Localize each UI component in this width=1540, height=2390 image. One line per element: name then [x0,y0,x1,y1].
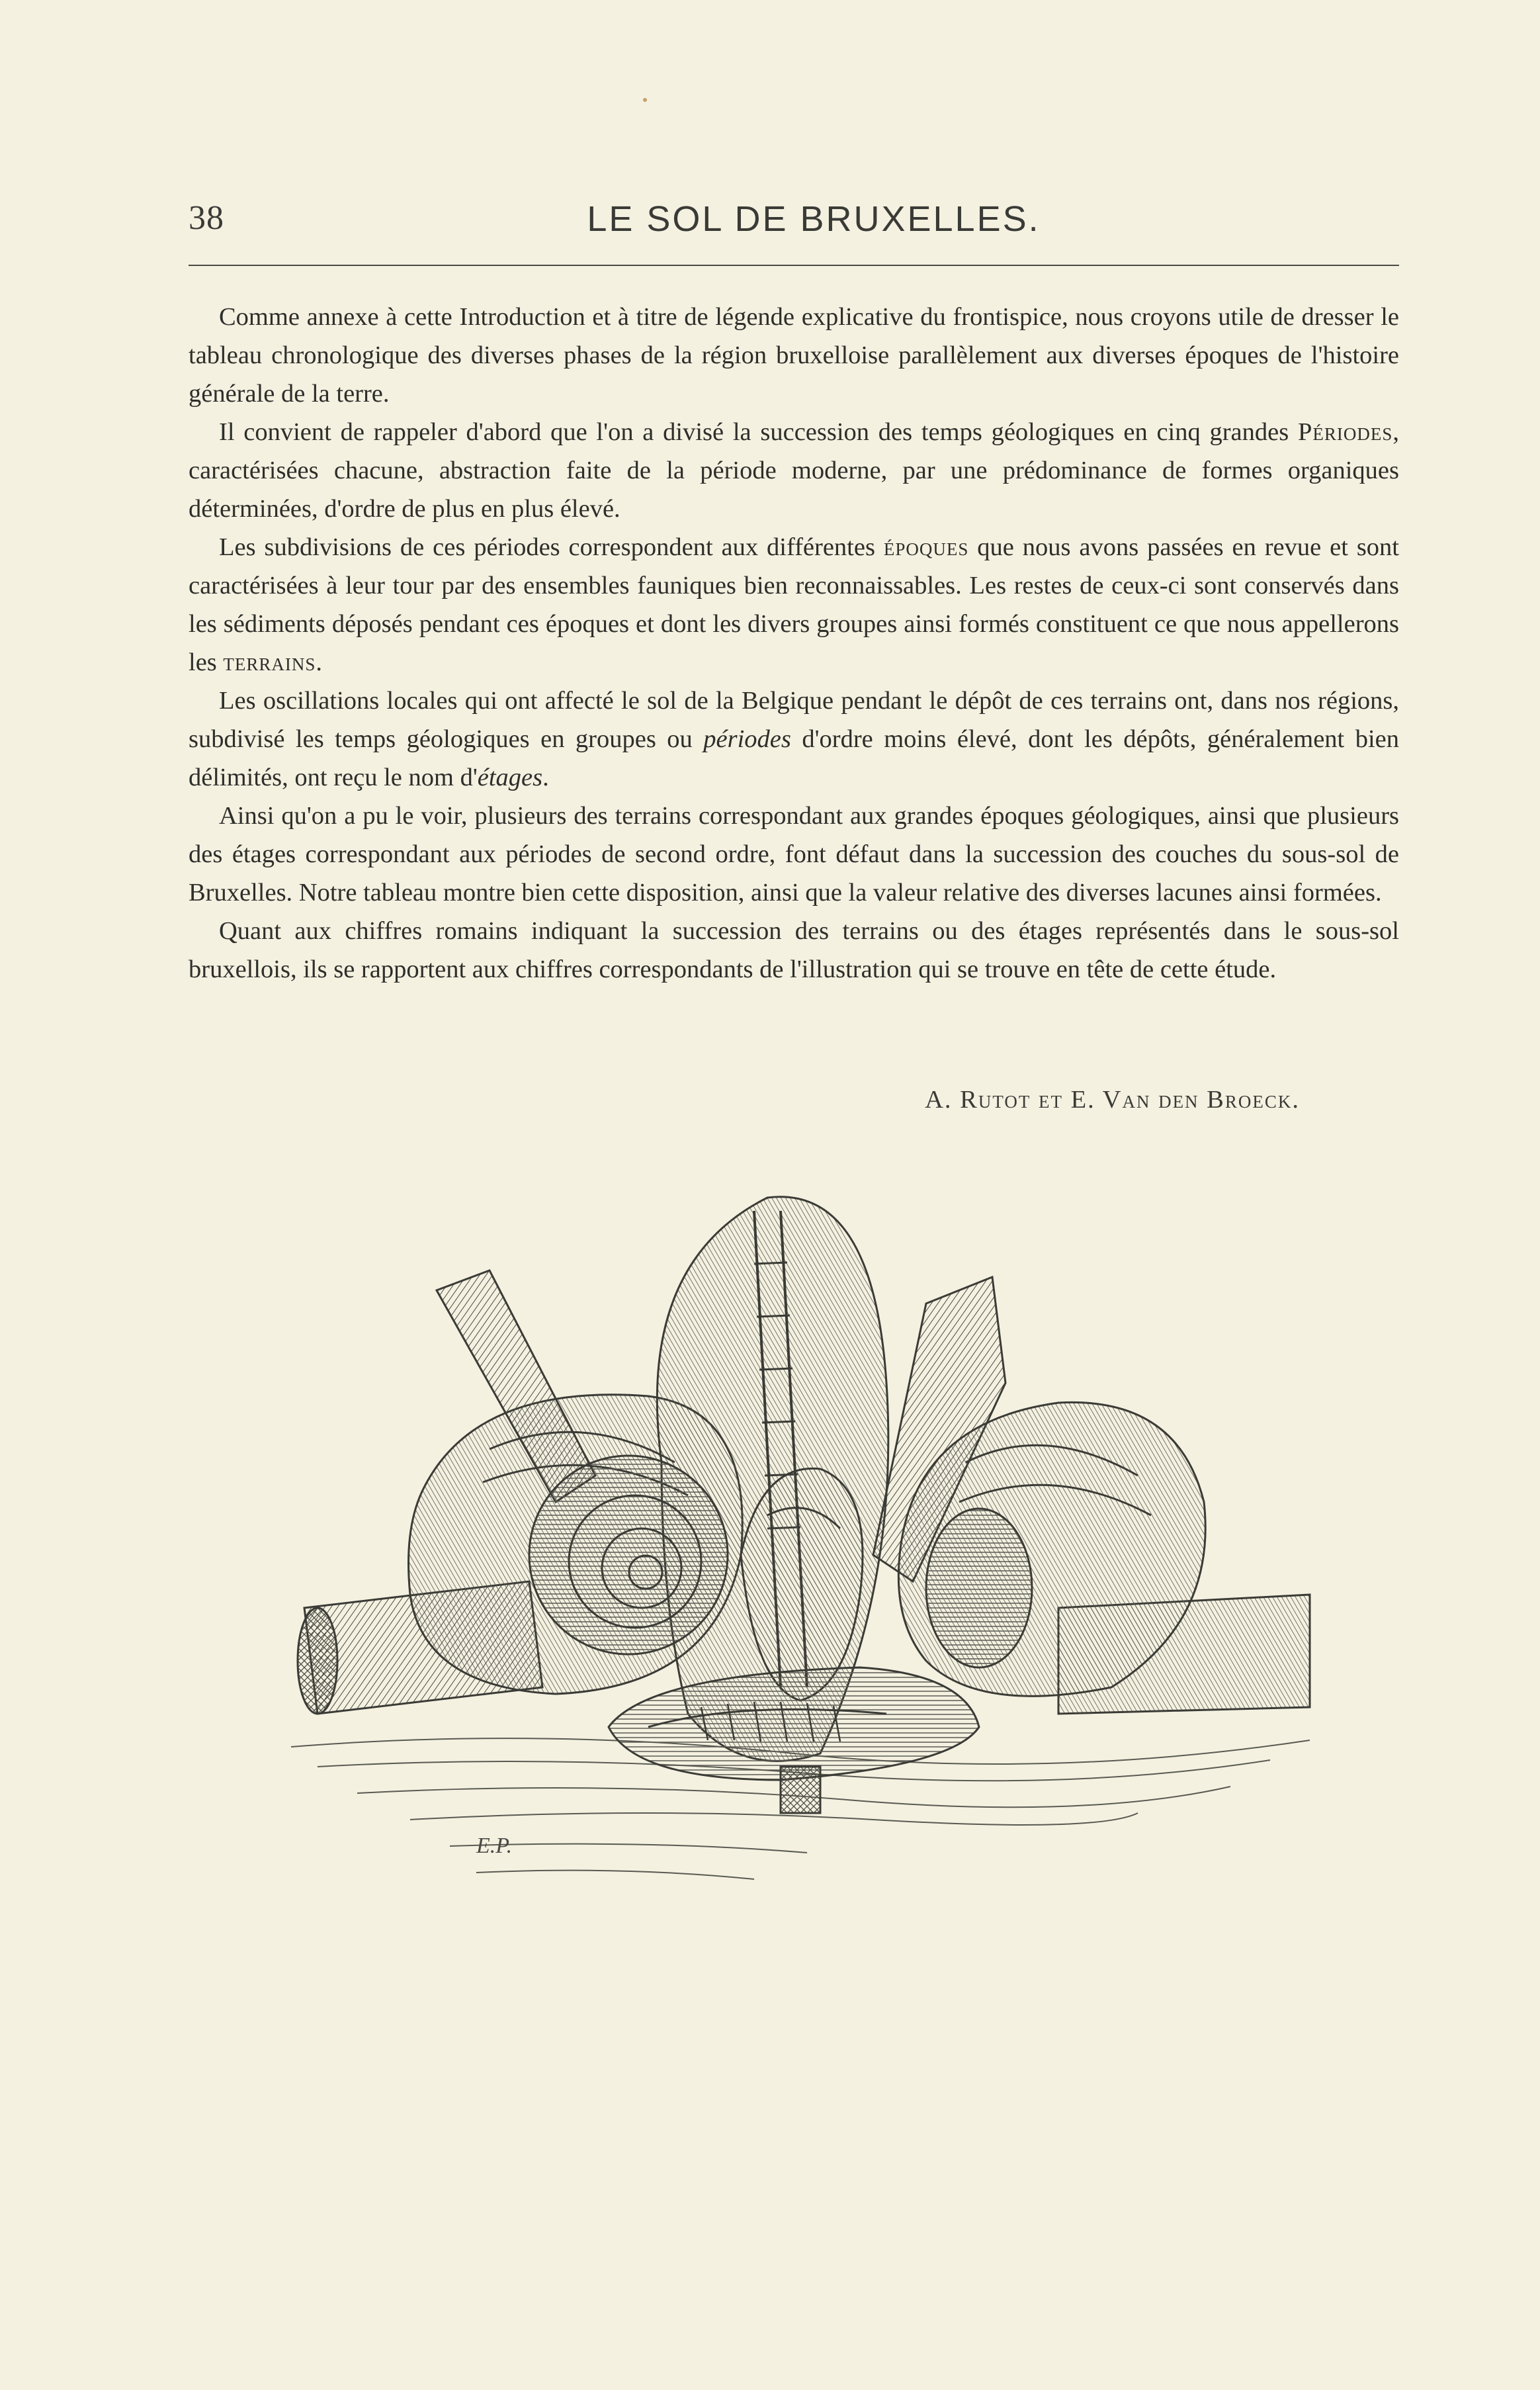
term-terrains: terrains [223,648,316,676]
term-periodes: Périodes [1297,418,1393,446]
page-number: 38 [189,199,224,237]
stray-dot [643,98,647,102]
paragraph-6: Quant aux chiffres romains indiquant la succession des terrains ou des étages représentés dans le sous-sol bruxellois, ils se rapportent aux chiffres correspondants de l'illustration qui se trouve en tête de cette étude. [189,917,1399,983]
term-epoques: époques [883,533,969,561]
paragraph-2: Il convient de rappeler d'abord que l'on a divisé la succession des temps géologiques en cinq grandes Périodes, caractérisées chacune, abstraction faite de la période moderne, par une prédominance de formes organiques déterminées, d'ordre de plus en plus élevé. [189,418,1399,523]
engraver-mark: E.P. [476,1834,513,1858]
running-title: LE SOL DE BRUXELLES. [587,199,1041,239]
author-signature: A. Rutot et E. Van den Broeck. [925,1086,1300,1114]
body-text [189,298,1399,989]
ammonite [529,1456,728,1654]
paragraph-4: Les oscillations locales qui ont affecté le sol de la Belgique pendant le dépôt de ces terrains ont, dans nos régions, subdivisé les temps géologiques en groupes ou périodes d'ordre moins élevé, dont les dépôts, généralement bien délimités, ont reçu le nom d'étages. [189,687,1399,791]
paragraph-1: Comme annexe à cette Introduction et à titre de légende explicative du frontispice, nous croyons utile de dresser le tableau chronologique des diverses phases de la région bruxelloise parallèlement aux diverses époques de l'histoire générale de la terre. [189,303,1399,408]
page-header [189,199,1399,251]
term-etages: étages [477,764,543,791]
paragraph-5: Ainsi qu'on a pu le voir, plusieurs des terrains correspondant aux grandes époques géologiques, ainsi que plusieurs des étages correspondant aux périodes de second ordre, font défaut dans la succession des couches du sous-sol de Bruxelles. Notre tableau montre bien cette disposition, ainsi que la valeur relative des diverses lacunes ainsi formées. [189,802,1399,907]
crinoid-cup [781,1767,820,1813]
fossil-vignette [278,1184,1323,1899]
header-rule [189,265,1399,266]
paragraph-3: Les subdivisions de ces périodes correspondent aux différentes époques que nous avons passées en revue et sont caractérisées à leur tour par des ensembles fauniques bien reconnaissables. Les restes de ceux-ci sont conservés dans les sédiments déposés pendant ces époques et dont les divers groupes ainsi formés constituent ce que nous appellerons les terrains. [189,533,1399,676]
term-periodes-italic: périodes [703,725,791,753]
